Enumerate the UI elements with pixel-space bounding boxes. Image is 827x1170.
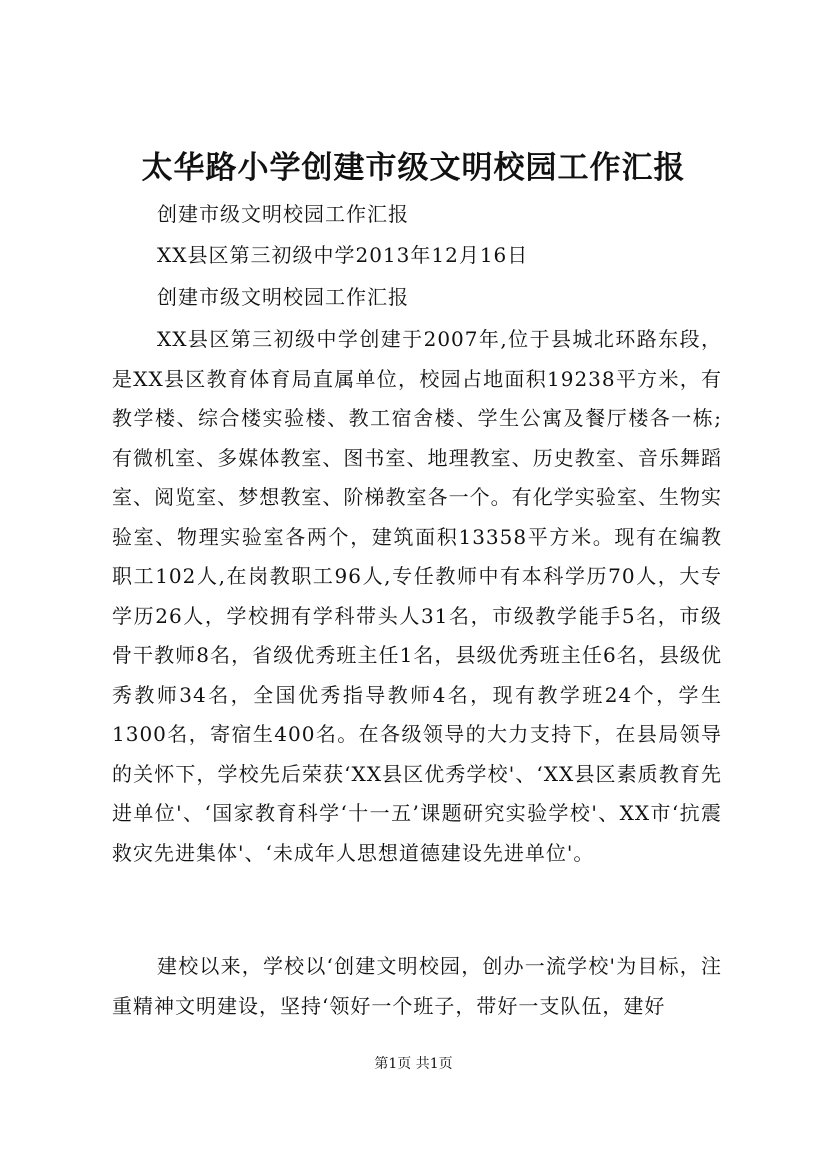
document-subtitle-repeat: 创建市级文明校园工作汇报 bbox=[157, 285, 409, 309]
body-paragraph: 建校以来，学校以‘创建文明校园，创办一流学校'为目标，注重精神文明建设，坚持‘领好一个班子，带好一支队伍，建好 bbox=[112, 954, 722, 1018]
document-byline: XX县区第三初级中学2013年12月16日 bbox=[157, 243, 529, 267]
document-subtitle: 创建市级文明校园工作汇报 bbox=[157, 202, 409, 226]
body-paragraph: XX县区第三初级中学创建于2007年,位于县城北环路东段，是XX县区教育体育局直属单位，校园占地面积19238平方米，有教学楼、综合楼实验楼、教工宿舍楼、学生公寓及餐厅楼各一栋;有微机室、多媒体教室、图书室、地理教室、历史教室、音乐舞蹈室、阅览室、梦想教室、阶梯教室各一个。有化学实验室、生物实验室、物理实验室各两个，建筑面积13358平方米。现有在编教职工102人,在岗教职工96人,专任教师中有本科学历70人，大专学历26人，学校拥有学科带头人31名，市级教学能手5名，市级骨干教师8名，省级优秀班主任1名，县级优秀班主任6名，县级优秀教师34名，全国优秀指导教师4名，现有教学班24个，学生1300名，寄宿生400名。在各级领导的大力支持下，在县局领导的关怀下，学校先后荣获‘XX县区优秀学校'、‘XX县区素质教育先进单位'、‘国家教育科学‘十一五’课题研究实验学校'、XX市‘抗震救灾先进集体'、‘未成年人思想道德建设先进单位'。 bbox=[112, 327, 722, 865]
document-title: 太华路小学创建市级文明校园工作汇报 bbox=[141, 150, 686, 186]
page-number: 第1页 共1页 bbox=[374, 1056, 453, 1072]
